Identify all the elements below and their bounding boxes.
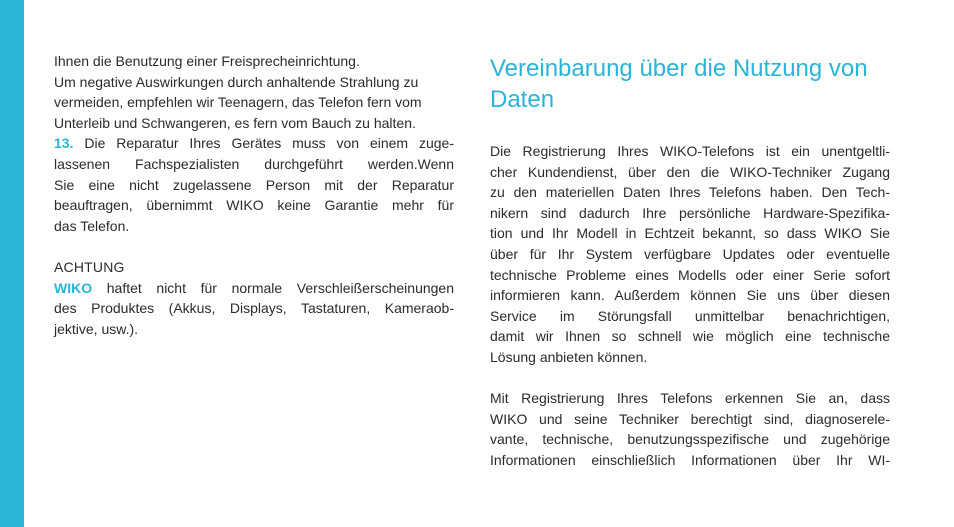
brand-name: WIKO bbox=[54, 279, 93, 296]
text-line: WIKO und seine Techniker berechtigt sind, diagnoserele- bbox=[490, 410, 890, 427]
registration-paragraph bbox=[490, 141, 890, 368]
section-heading bbox=[490, 53, 890, 115]
right-column bbox=[490, 53, 890, 471]
text-line: Unterleib und Schwangeren, es fern vom Bauch zu halten. bbox=[54, 114, 416, 131]
intro-paragraph bbox=[54, 51, 454, 133]
text-line: beauftragen, übernimmt WIKO keine Garantie mehr für bbox=[54, 197, 454, 214]
text-line: zu den materiellen Daten Ihres Telefons haben. Den Tech- bbox=[490, 184, 890, 201]
text-line: Informationen einschließlich Informationen über Ihr WI- bbox=[490, 451, 890, 468]
warning-first-line: haftet nicht für normale Verschleißerscheinungen bbox=[106, 279, 455, 296]
heading-line: Vereinbarung über die Nutzung von bbox=[490, 55, 868, 82]
side-accent-bar bbox=[0, 0, 24, 527]
paragraph-gap bbox=[490, 368, 890, 389]
warning-heading: ACHTUNG bbox=[54, 258, 125, 275]
text-line: des Produktes (Akkus, Displays, Tastaturen, Kameraob- bbox=[54, 300, 454, 317]
text-line: Service im Störungsfall unmittelbar benachrichtigen, bbox=[490, 307, 890, 324]
text-line: Ihnen die Benutzung einer Freisprecheinrichtung. bbox=[54, 53, 360, 69]
paragraph-gap bbox=[54, 236, 454, 257]
text-line: das Telefon. bbox=[54, 217, 130, 234]
text-line: vermeiden, empfehlen wir Teenagern, das Telefon fern vom bbox=[54, 94, 422, 111]
text-line: Sie eine nicht zugelassene Person mit der Reparatur bbox=[54, 176, 454, 193]
heading-line: Daten bbox=[490, 86, 555, 113]
text-line: technische Probleme eines Modells oder einer Serie sofort bbox=[490, 266, 890, 283]
warning-block bbox=[54, 257, 454, 339]
text-line: damit wir Ihnen so schnell wie möglich eine technische bbox=[490, 328, 890, 345]
text-line: vante, technische, benutzungsspezifische und zugehörige bbox=[490, 431, 890, 448]
text-line: Lösung anbieten können. bbox=[490, 348, 648, 365]
item-13-first-line: Die Reparatur Ihres Gerätes muss von einem zuge- bbox=[84, 135, 455, 152]
item-13-paragraph bbox=[54, 133, 454, 236]
text-line: cher Kundendienst, über den die WIKO-Techniker Zugang bbox=[490, 163, 890, 180]
text-line: über für Ihr System verfügbare Updates oder eventuelle bbox=[490, 245, 890, 262]
consent-paragraph bbox=[490, 388, 890, 470]
left-column bbox=[54, 51, 454, 339]
text-line bbox=[54, 278, 454, 299]
item-number: 13. bbox=[54, 135, 74, 152]
text-line: jektive, usw.). bbox=[54, 320, 139, 337]
text-line: nikern sind dadurch Ihre persönliche Hardware-Spezifika- bbox=[490, 204, 890, 221]
text-line: lassenen Fachspezialisten durchgeführt werden.Wenn bbox=[54, 155, 454, 172]
text-line: Mit Registrierung Ihres Telefons erkennen Sie an, dass bbox=[490, 390, 890, 407]
text-line bbox=[54, 133, 454, 154]
text-line: informieren kann. Außerdem können Sie uns über diesen bbox=[490, 287, 890, 304]
text-line: Um negative Auswirkungen durch anhaltende Strahlung zu bbox=[54, 73, 419, 90]
text-line: Die Registrierung Ihres WIKO-Telefons ist ein unentgeltli- bbox=[490, 143, 890, 159]
text-line: tion und Ihr Modell in Echtzeit bekannt, so dass WIKO Sie bbox=[490, 225, 890, 242]
